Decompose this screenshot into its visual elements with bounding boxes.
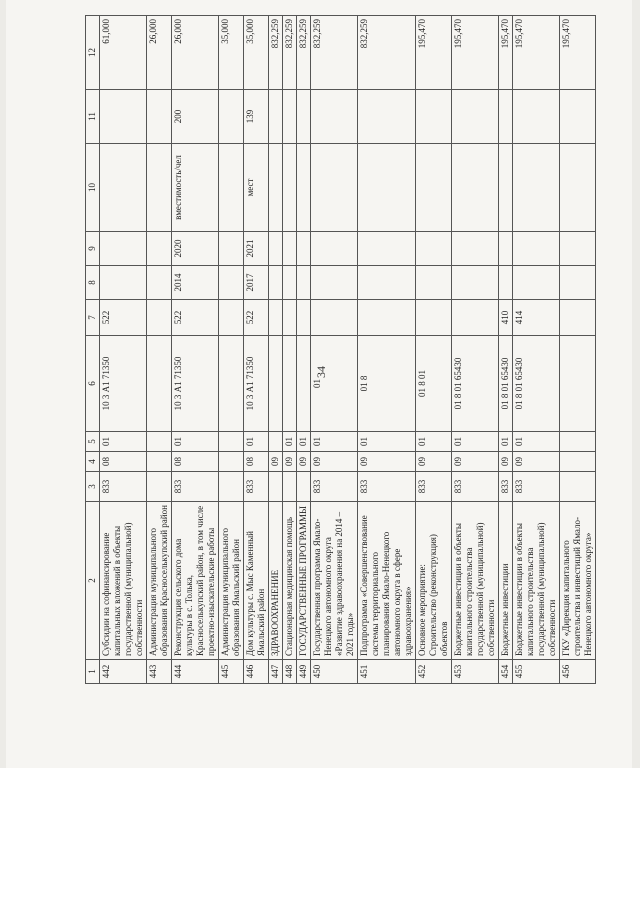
cell-c12: 35,000 (219, 16, 244, 90)
cell-name: Субсидии на софинансирование капитальных вложений в объекты государственной (муниципальной) собственности (100, 502, 147, 660)
cell-c6 (219, 336, 244, 432)
cell-c3: 833 (311, 472, 358, 502)
page-number: 34 (314, 366, 328, 378)
cell-c5: 01 (452, 432, 499, 452)
cell-c10 (269, 144, 283, 232)
header-cell: 5 (86, 432, 100, 452)
cell-n: 448 (283, 660, 297, 684)
cell-c7 (452, 300, 499, 336)
cell-n: 449 (297, 660, 311, 684)
cell-c7 (147, 300, 172, 336)
cell-c7 (283, 300, 297, 336)
header-cell: 4 (86, 452, 100, 472)
cell-n: 453 (452, 660, 499, 684)
cell-name: Подпрограмма «Совершенствование системы территориального планирования Ямало-Ненецкого автономного округа в сфере здравоохранения» (358, 502, 416, 660)
cell-c8 (269, 266, 283, 300)
cell-c8 (452, 266, 499, 300)
cell-c4: 09 (311, 452, 358, 472)
cell-c12: 35,000 (244, 16, 269, 90)
cell-c3 (297, 472, 311, 502)
table-row (100, 16, 147, 684)
cell-n: 446 (244, 660, 269, 684)
cell-c9: 2020 (172, 232, 219, 266)
header-cell: 1 (86, 660, 100, 684)
cell-n: 452 (416, 660, 452, 684)
table-row (244, 16, 269, 684)
cell-c4: 09 (297, 452, 311, 472)
cell-c9 (560, 232, 596, 266)
header-cell: 3 (86, 472, 100, 502)
cell-c7 (560, 300, 596, 336)
cell-c5: 01 (358, 432, 416, 452)
cell-c10 (499, 144, 513, 232)
cell-c10: мест (244, 144, 269, 232)
table-row (499, 16, 513, 684)
cell-c8 (358, 266, 416, 300)
header-cell: 9 (86, 232, 100, 266)
cell-name: ЗДРАВООХРАНЕНИЕ (269, 502, 283, 660)
cell-c9 (100, 232, 147, 266)
cell-c10 (416, 144, 452, 232)
cell-c5: 01 (283, 432, 297, 452)
cell-c3: 833 (499, 472, 513, 502)
cell-c9 (358, 232, 416, 266)
cell-c3: 833 (172, 472, 219, 502)
cell-c3 (560, 472, 596, 502)
cell-c5 (147, 432, 172, 452)
next-page-blank (0, 768, 640, 905)
cell-c9 (219, 232, 244, 266)
cell-c10 (513, 144, 560, 232)
cell-c4: 09 (269, 452, 283, 472)
cell-c11 (416, 90, 452, 144)
cell-c5: 01 (416, 432, 452, 452)
cell-c8 (283, 266, 297, 300)
cell-c4: 09 (499, 452, 513, 472)
cell-c6: 01 8 01 (416, 336, 452, 432)
cell-c8 (100, 266, 147, 300)
cell-c12: 26,000 (172, 16, 219, 90)
cell-name: Администрация муниципального образования Красноселькупский район (147, 502, 172, 660)
cell-c12: 832,259 (358, 16, 416, 90)
cell-c3 (269, 472, 283, 502)
cell-c10 (297, 144, 311, 232)
cell-c9 (499, 232, 513, 266)
cell-c8 (297, 266, 311, 300)
cell-n: 442 (100, 660, 147, 684)
cell-c4: 08 (100, 452, 147, 472)
cell-c9 (311, 232, 358, 266)
cell-c11 (147, 90, 172, 144)
cell-c11 (560, 90, 596, 144)
cell-c12: 195,470 (499, 16, 513, 90)
cell-c4: 09 (513, 452, 560, 472)
cell-c7 (311, 300, 358, 336)
cell-c6 (147, 336, 172, 432)
cell-c6 (297, 336, 311, 432)
cell-c3: 833 (452, 472, 499, 502)
cell-c9: 2021 (244, 232, 269, 266)
cell-n: 456 (560, 660, 596, 684)
cell-c11 (283, 90, 297, 144)
cell-c3 (283, 472, 297, 502)
cell-name: Дом культуры с. Мыс Каменный Ямальский район (244, 502, 269, 660)
cell-c11 (452, 90, 499, 144)
cell-n: 455 (513, 660, 560, 684)
cell-c10 (283, 144, 297, 232)
cell-c6: 10 3 А1 71350 (244, 336, 269, 432)
cell-c8 (311, 266, 358, 300)
cell-c3 (147, 472, 172, 502)
cell-name: Государственная программа Ямало-Ненецкого автономного округа «Развитие здравоохранения на 2014 – 2021 годы» (311, 502, 358, 660)
cell-c12: 832,259 (283, 16, 297, 90)
cell-c12: 195,470 (416, 16, 452, 90)
cell-c5 (560, 432, 596, 452)
cell-c6: 10 3 А1 71350 (172, 336, 219, 432)
cell-c8: 2017 (244, 266, 269, 300)
cell-c6: 01 8 (358, 336, 416, 432)
cell-c3: 833 (513, 472, 560, 502)
header-cell: 2 (86, 502, 100, 660)
cell-c11 (269, 90, 283, 144)
cell-n: 443 (147, 660, 172, 684)
cell-c5 (269, 432, 283, 452)
cell-c10 (219, 144, 244, 232)
cell-c7: 414 (513, 300, 560, 336)
cell-name: Стационарная медицинская помощь (283, 502, 297, 660)
cell-c4 (219, 452, 244, 472)
cell-c3: 833 (100, 472, 147, 502)
cell-name: ГКУ «Дирекция капитального строительства и инвестиций Ямало-Ненецкого автономного округа» (560, 502, 596, 660)
cell-name: Бюджетные инвестиции в объекты капитального строительства государственной (муниципальной) собственности (513, 502, 560, 660)
cell-name: Основное мероприятие: Строительство (реконструкция) объектов (416, 502, 452, 660)
cell-c4: 08 (244, 452, 269, 472)
header-row (86, 16, 100, 684)
cell-c5: 01 (311, 432, 358, 452)
cell-c5: 01 (513, 432, 560, 452)
cell-c5: 01 (499, 432, 513, 452)
cell-c6: 01 8 01 65430 (452, 336, 499, 432)
cell-c7: 522 (100, 300, 147, 336)
cell-c10 (147, 144, 172, 232)
cell-c10 (100, 144, 147, 232)
cell-c11 (219, 90, 244, 144)
table-row (560, 16, 596, 684)
cell-c12: 195,470 (513, 16, 560, 90)
cell-c9 (269, 232, 283, 266)
cell-c4: 08 (172, 452, 219, 472)
cell-name: Реконструкция сельского дома культуры в с. Толька, Красноселькупский район, в том числе проектно-изыскательские работы (172, 502, 219, 660)
header-cell: 10 (86, 144, 100, 232)
cell-n: 444 (172, 660, 219, 684)
cell-c11 (358, 90, 416, 144)
table-row (147, 16, 172, 684)
cell-c3: 833 (416, 472, 452, 502)
cell-c7 (416, 300, 452, 336)
table-row (297, 16, 311, 684)
cell-c12: 61,000 (100, 16, 147, 90)
cell-n: 445 (219, 660, 244, 684)
header-cell: 6 (86, 336, 100, 432)
budget-table (85, 15, 596, 684)
cell-c5: 01 (172, 432, 219, 452)
cell-c11 (100, 90, 147, 144)
cell-c5: 01 (244, 432, 269, 452)
header-cell: 12 (86, 16, 100, 90)
header-cell: 8 (86, 266, 100, 300)
cell-c9 (513, 232, 560, 266)
cell-c11: 200 (172, 90, 219, 144)
cell-c5: 01 (100, 432, 147, 452)
cell-c9 (416, 232, 452, 266)
table-row (219, 16, 244, 684)
cell-c4 (147, 452, 172, 472)
cell-n: 454 (499, 660, 513, 684)
cell-c4: 09 (416, 452, 452, 472)
header-cell: 7 (86, 300, 100, 336)
cell-c6: 10 3 А1 71350 (100, 336, 147, 432)
cell-c9 (147, 232, 172, 266)
cell-c7 (297, 300, 311, 336)
cell-c5: 01 (297, 432, 311, 452)
table-row (513, 16, 560, 684)
cell-c6: 01 (311, 336, 358, 432)
cell-c8: 2014 (172, 266, 219, 300)
cell-c12: 195,470 (560, 16, 596, 90)
cell-c11 (513, 90, 560, 144)
cell-c10 (560, 144, 596, 232)
cell-c8 (513, 266, 560, 300)
cell-c8 (147, 266, 172, 300)
cell-n: 447 (269, 660, 283, 684)
cell-c6: 01 8 01 65430 (513, 336, 560, 432)
cell-c4: 09 (452, 452, 499, 472)
cell-c4 (560, 452, 596, 472)
cell-c7 (269, 300, 283, 336)
cell-c10: вместимость/чел (172, 144, 219, 232)
cell-name: ГОСУДАРСТВЕННЫЕ ПРОГРАММЫ (297, 502, 311, 660)
rotated-table-container (85, 16, 600, 684)
cell-c7 (219, 300, 244, 336)
cell-c10 (358, 144, 416, 232)
cell-c11: 139 (244, 90, 269, 144)
cell-name: Бюджетные инвестиции в объекты капитального строительства государственной (муниципальной) собственности (452, 502, 499, 660)
cell-c6: 01 8 01 65430 (499, 336, 513, 432)
cell-c8 (219, 266, 244, 300)
cell-c7 (358, 300, 416, 336)
cell-c7: 522 (172, 300, 219, 336)
cell-c7: 522 (244, 300, 269, 336)
cell-c9 (297, 232, 311, 266)
cell-c6 (283, 336, 297, 432)
cell-c12: 832,259 (311, 16, 358, 90)
cell-c12: 195,470 (452, 16, 499, 90)
cell-c4: 09 (358, 452, 416, 472)
cell-c3: 833 (358, 472, 416, 502)
cell-c12: 832,259 (269, 16, 283, 90)
table-row (172, 16, 219, 684)
table-row (269, 16, 283, 684)
cell-c5 (219, 432, 244, 452)
cell-c8 (416, 266, 452, 300)
table-row (358, 16, 416, 684)
cell-c9 (452, 232, 499, 266)
cell-c4: 09 (283, 452, 297, 472)
cell-c6 (269, 336, 283, 432)
table-body (86, 16, 596, 684)
cell-c12: 26,000 (147, 16, 172, 90)
table-row (311, 16, 358, 684)
cell-c3 (219, 472, 244, 502)
cell-c3: 833 (244, 472, 269, 502)
table-row (452, 16, 499, 684)
table-row (283, 16, 297, 684)
cell-name: Бюджетные инвестиции (499, 502, 513, 660)
cell-c10 (452, 144, 499, 232)
header-cell: 11 (86, 90, 100, 144)
cell-c7: 410 (499, 300, 513, 336)
cell-name: Администрация муниципального образования Ямальский район (219, 502, 244, 660)
cell-c10 (311, 144, 358, 232)
cell-c11 (311, 90, 358, 144)
cell-c9 (283, 232, 297, 266)
cell-n: 450 (311, 660, 358, 684)
cell-n: 451 (358, 660, 416, 684)
cell-c11 (297, 90, 311, 144)
cell-c8 (499, 266, 513, 300)
cell-c8 (560, 266, 596, 300)
table-row (416, 16, 452, 684)
cell-c12: 832,259 (297, 16, 311, 90)
cell-c11 (499, 90, 513, 144)
cell-c6 (560, 336, 596, 432)
